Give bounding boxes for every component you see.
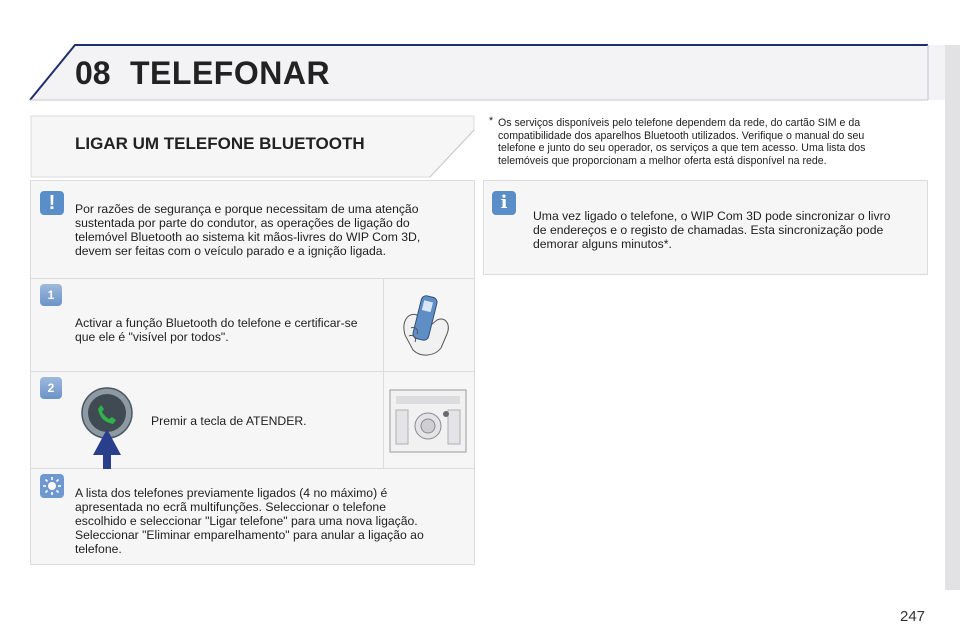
warning-text: Por razões de segurança e porque necessitam de uma atenção sustentada por parte do condutor, as operações de ligação do telemóvel Bluetooth ao sistema kit mãos-livres do WIP Com 3D, devem ser feitas com o veículo parado e a ignição ligada.: [75, 202, 421, 258]
step-1-text: Activar a função Bluetooth do telefone e certificar-se que ele é "visível por todos".: [75, 316, 358, 344]
warning-icon: !: [40, 191, 64, 215]
footnote-marker: *: [489, 115, 494, 127]
divider: [30, 371, 475, 372]
info-text: Uma vez ligado o telefone, o WIP Com 3D pode sincronizar o livro de endereços e o registo de chamadas. Esta sincronização pode demorar alguns minutos*.: [533, 209, 891, 251]
head-unit-illustration: [388, 382, 468, 462]
page-number: 247: [900, 608, 926, 625]
step-2-text: Premir a tecla de ATENDER.: [151, 414, 307, 428]
info-icon: i: [492, 191, 516, 215]
hand-phone-illustration: [395, 290, 460, 362]
chapter-title: TELEFONAR: [130, 55, 331, 91]
tip-text: A lista dos telefones previamente ligados (4 no máximo) é apresentada no ecrã multifunções. Seleccionar o telefone escolhido e seleccionar "Ligar telefone" para uma nova ligação. Seleccionar "Eliminar emparelhamento" para anular a ligação ao telefone.: [75, 486, 424, 556]
section-title: LIGAR UM TELEFONE BLUETOOTH: [75, 134, 365, 153]
step-badge-2: 2: [40, 377, 62, 399]
divider: [30, 278, 475, 279]
chapter-number: 08: [75, 55, 111, 91]
thumb-tab: [945, 45, 960, 590]
divider: [383, 278, 384, 468]
step-badge-1: 1: [40, 284, 62, 306]
footnote-text: Os serviços disponíveis pelo telefone dependem da rede, do cartão SIM e da compatibilidade dos aparelhos Bluetooth utilizados. Verifique o manual do seu telefone e junto do seu operador, os serviços a que tem acesso. Uma lista dos telemóveis que proporcionam a melhor oferta está disponível na rede.: [498, 117, 866, 167]
answer-call-button-icon: [80, 385, 135, 470]
tip-icon: [40, 474, 64, 498]
